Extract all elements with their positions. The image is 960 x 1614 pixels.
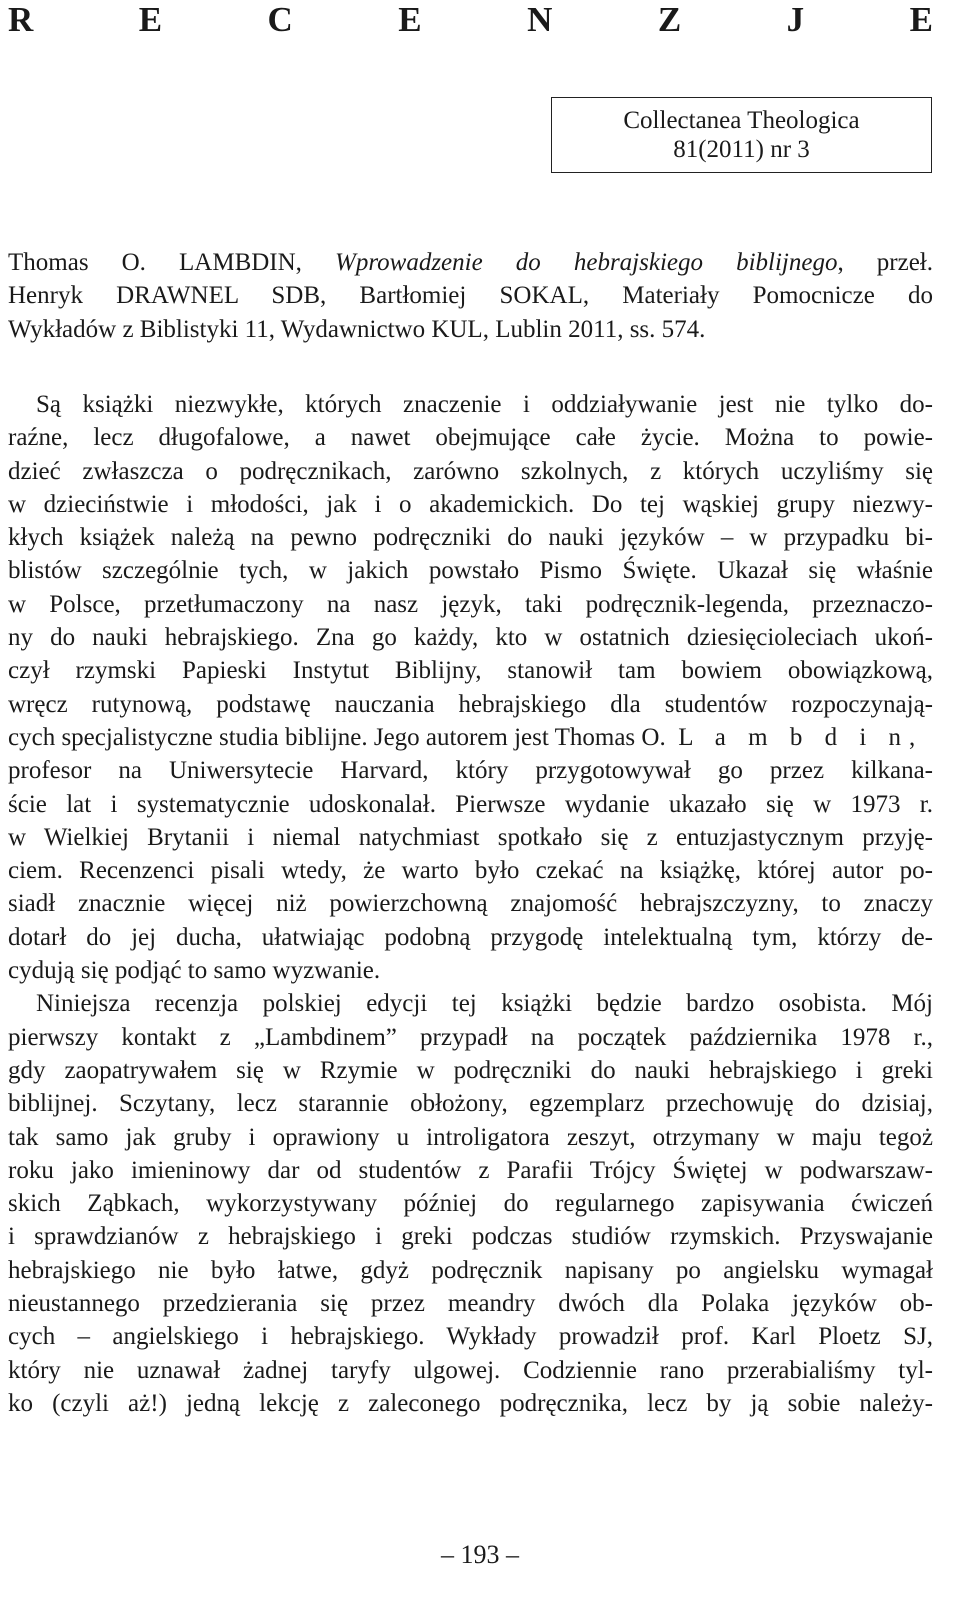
citation-author: Thomas O. LAMBDIN, — [8, 249, 336, 276]
body-line-text: , — [909, 723, 916, 751]
body-line: ko (czyli aż!) jedną lekcję z zaleconego podręcznika, lecz by ją sobie należy- — [8, 1389, 933, 1417]
heading-letter: E — [909, 0, 933, 39]
body-line: biblijnej. Sczytany, lecz starannie obłożony, egzemplarz przechowuję do dzisiaj, — [8, 1090, 933, 1118]
page-number: – 193 – — [441, 1540, 519, 1569]
section-heading — [8, 0, 933, 40]
citation-line: Henryk DRAWNEL SDB, Bartłomiej SOKAL, Materiały Pomocnicze do — [8, 282, 933, 310]
body-line: w dzieciństwie i młodości, jak i o akademickich. Do tej wąskiej grupy niezwy- — [8, 490, 933, 518]
body-line: skich Ząbkach, wykorzystywany później do regularnego zapisywania ćwiczeń — [8, 1190, 933, 1218]
body-line: Niniejsza recenzja polskiej edycji tej książki będzie bardzo osobista. Mój — [36, 990, 933, 1018]
body-line: profesor na Uniwersytecie Harvard, który przygotowywał go przez kilkana- — [8, 757, 933, 785]
body-line: ście lat i systematycznie udoskonalał. Pierwsze wydanie ukazało się w 1973 r. — [8, 790, 933, 818]
body-line: tak samo jak gruby i oprawiony u introligatora zeszyt, otrzymany w maju tegoż — [8, 1123, 933, 1151]
body-line: kłych książek należą na pewno podręczniki do nauki języków – w przypadku bi- — [8, 524, 933, 552]
citation-translator: , przeł. — [837, 249, 933, 276]
citation-line: Wykładów z Biblistyki 11, Wydawnictwo KUL, Lublin 2011, ss. 574. — [8, 315, 706, 343]
body-line: nieustannego przedzierania się przez meandry dwóch dla Polaka języków ob- — [8, 1290, 933, 1318]
author-name-spaced: L a m b d i n — [678, 723, 910, 751]
body-line: który nie uznawał żadnej taryfy ulgowej. Codziennie rano przerabialiśmy tyl- — [8, 1356, 933, 1384]
body-line: i sprawdzianów z hebrajskiego i greki podczas studiów rzymskich. Przyswajanie — [8, 1223, 933, 1251]
citation-line — [8, 246, 933, 279]
body-line: wręcz rutynową, podstawę nauczania hebrajskiego dla studentów rozpoczynają- — [8, 690, 933, 718]
body-line: ciem. Recenzenci pisali wtedy, że warto było czekać na książkę, której autor po- — [8, 857, 933, 885]
book-citation — [8, 246, 933, 346]
heading-letter: N — [527, 0, 553, 39]
body-line: roku jako imieninowy dar od studentów z Parafii Trójcy Świętej w podwarszaw- — [8, 1156, 933, 1184]
body-line: blistów szczególnie tych, w jakich powstało Pismo Święte. Ukazał się właśnie — [8, 557, 933, 585]
body-line: pierwszy kontakt z „Lambdinem” przypadł na początek października 1978 r., — [8, 1023, 933, 1051]
journal-name: Collectanea Theologica — [623, 107, 860, 134]
body-line: ny do nauki hebrajskiego. Zna go każdy, kto w ostatnich dziesięcioleciach ukoń- — [8, 624, 933, 652]
heading-letter: R — [8, 0, 34, 39]
body-line: Są książki niezwykłe, których znaczenie i oddziaływanie jest nie tylko do- — [36, 391, 933, 418]
heading-letter: C — [267, 0, 293, 39]
body-line: czył rzymski Papieski Instytut Biblijny, stanowił tam bowiem obowiązkową, — [8, 657, 933, 685]
journal-issue: 81(2011) nr 3 — [673, 136, 810, 163]
body-line: cydują się podjąć to samo wyzwanie. — [8, 957, 381, 985]
journal-info-box — [551, 97, 932, 173]
citation-title: Wprowadzenie do hebrajskiego biblijnego — [335, 249, 838, 276]
body-line: dotarł do jej ducha, ułatwiając podobną przygodę intelektualną tym, którzy de- — [8, 923, 933, 951]
heading-letter: Z — [657, 0, 682, 39]
body-line: raźne, lecz długofalowe, a nawet obejmujące całe życie. Można to powie- — [8, 424, 933, 452]
review-body — [8, 388, 933, 1420]
body-line: hebrajskiego nie było łatwe, gdyż podręcznik napisany po angielsku wymagał — [8, 1256, 933, 1284]
heading-letter: E — [398, 0, 422, 39]
body-line-text: cych specjalistyczne studia biblijne. Jego autorem jest Thomas O. — [8, 723, 666, 751]
body-line: cych – angielskiego i hebrajskiego. Wykłady prowadził prof. Karl Ploetz SJ, — [8, 1323, 933, 1351]
body-line — [8, 721, 933, 754]
body-line: dzieć zwłaszcza o podręcznikach, zarówno szkolnych, z których uczyliśmy się — [8, 457, 933, 485]
body-line: w Polsce, przetłumaczony na nasz język, taki podręcznik-legenda, przeznaczo- — [8, 590, 933, 618]
body-line: gdy zaopatrywałem się w Rzymie w podręczniki do nauki hebrajskiego i greki — [8, 1056, 933, 1084]
heading-letter: E — [138, 0, 163, 39]
body-line: siadł znacznie więcej niż powierzchowną znajomość hebrajszczyzny, to znaczy — [8, 890, 933, 918]
heading-letter: J — [786, 0, 805, 39]
body-line: w Wielkiej Brytanii i niemal natychmiast spotkało się z entuzjastycznym przyję- — [8, 823, 933, 851]
